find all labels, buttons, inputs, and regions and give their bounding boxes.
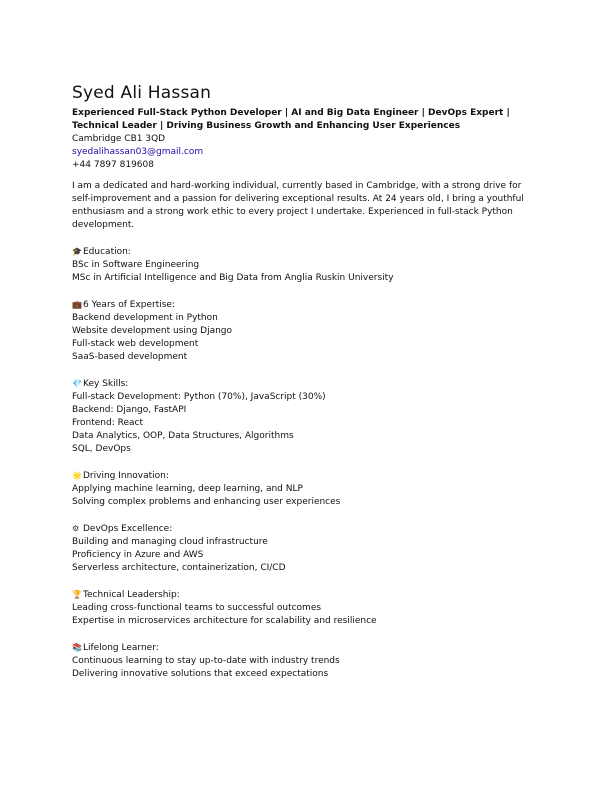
section-expertise	[72, 298, 542, 364]
phone-number: +44 7897 819608	[72, 160, 154, 170]
section-title-text: Lifelong Learner:	[83, 643, 159, 653]
location: Cambridge CB1 3QD	[72, 134, 166, 144]
section-key-skills	[72, 377, 542, 456]
section-title-text: 6 Years of Expertise:	[83, 300, 175, 310]
section-title	[72, 588, 542, 602]
list-item: Full-stack web development	[72, 339, 199, 349]
section-title-text: Driving Innovation:	[83, 471, 169, 481]
list-item: Leading cross-functional teams to successful outcomes	[72, 603, 322, 613]
list-item: Delivering innovative solutions that exceed expectations	[72, 669, 329, 679]
section-title	[72, 522, 542, 536]
section-title	[72, 641, 542, 655]
books-icon: 📚	[72, 643, 82, 652]
summary-paragraph	[72, 180, 542, 232]
list-item: Data Analytics, OOP, Data Structures, Algorithms	[72, 431, 294, 441]
section-title-text: Education:	[83, 247, 131, 257]
briefcase-icon: 💼	[72, 300, 82, 309]
list-item: Continuous learning to stay up-to-date with industry trends	[72, 656, 340, 666]
section-devops-excellence	[72, 522, 542, 575]
section-technical-leadership	[72, 588, 542, 628]
summary-line-2: self-improvement and a passion for delivering exceptional results. At 24 years old, I bring a youthful	[72, 194, 524, 204]
section-title	[72, 469, 542, 483]
section-title-text: Key Skills:	[83, 379, 129, 389]
gear-icon: ⚙	[72, 524, 80, 533]
list-item: BSc in Software Engineering	[72, 260, 200, 270]
list-item: Expertise in microservices architecture for scalability and resilience	[72, 616, 377, 626]
candidate-name: Syed Ali Hassan	[72, 83, 212, 103]
section-driving-innovation	[72, 469, 542, 509]
headline-line-2: Technical Leader | Driving Business Growth and Enhancing User Experiences	[72, 121, 461, 131]
headline-line-1: Experienced Full-Stack Python Developer | AI and Big Data Engineer | DevOps Expert |	[72, 108, 510, 118]
list-item: Serverless architecture, containerization, CI/CD	[72, 563, 286, 573]
list-item: MSc in Artificial Intelligence and Big Data from Anglia Ruskin University	[72, 273, 394, 283]
list-item: Frontend: React	[72, 418, 143, 428]
list-item: SaaS-based development	[72, 352, 188, 362]
section-title	[72, 298, 542, 312]
list-item: Full-stack Development: Python (70%), JavaScript (30%)	[72, 392, 326, 402]
gem-icon: 💎	[72, 379, 82, 388]
section-education	[72, 245, 542, 285]
list-item: Applying machine learning, deep learning, and NLP	[72, 484, 303, 494]
list-item: Solving complex problems and enhancing user experiences	[72, 497, 341, 507]
list-item: Backend: Django, FastAPI	[72, 405, 187, 415]
trophy-icon: 🏆	[72, 590, 82, 599]
list-item: SQL, DevOps	[72, 444, 131, 454]
list-item: Website development using Django	[72, 326, 233, 336]
summary-line-1: I am a dedicated and hard-working individual, currently based in Cambridge, with a strong drive for	[72, 181, 522, 191]
section-title	[72, 377, 542, 391]
summary-line-3: enthusiasm and a strong work ethic to every project I undertake. Experienced in full-stack Python	[72, 207, 513, 217]
graduation-cap-icon: 🎓	[72, 247, 82, 256]
section-title-text: Technical Leadership:	[83, 590, 180, 600]
resume-content	[72, 82, 542, 694]
section-title-text: DevOps Excellence:	[83, 524, 173, 534]
section-lifelong-learner	[72, 641, 542, 681]
summary-line-4: development.	[72, 220, 135, 230]
section-title	[72, 245, 542, 259]
list-item: Proficiency in Azure and AWS	[72, 550, 204, 560]
list-item: Building and managing cloud infrastructure	[72, 537, 268, 547]
list-item: Backend development in Python	[72, 313, 218, 323]
star-icon: 🌟	[72, 471, 82, 480]
email-link[interactable]: syedalihassan03@gmail.com	[72, 147, 204, 157]
